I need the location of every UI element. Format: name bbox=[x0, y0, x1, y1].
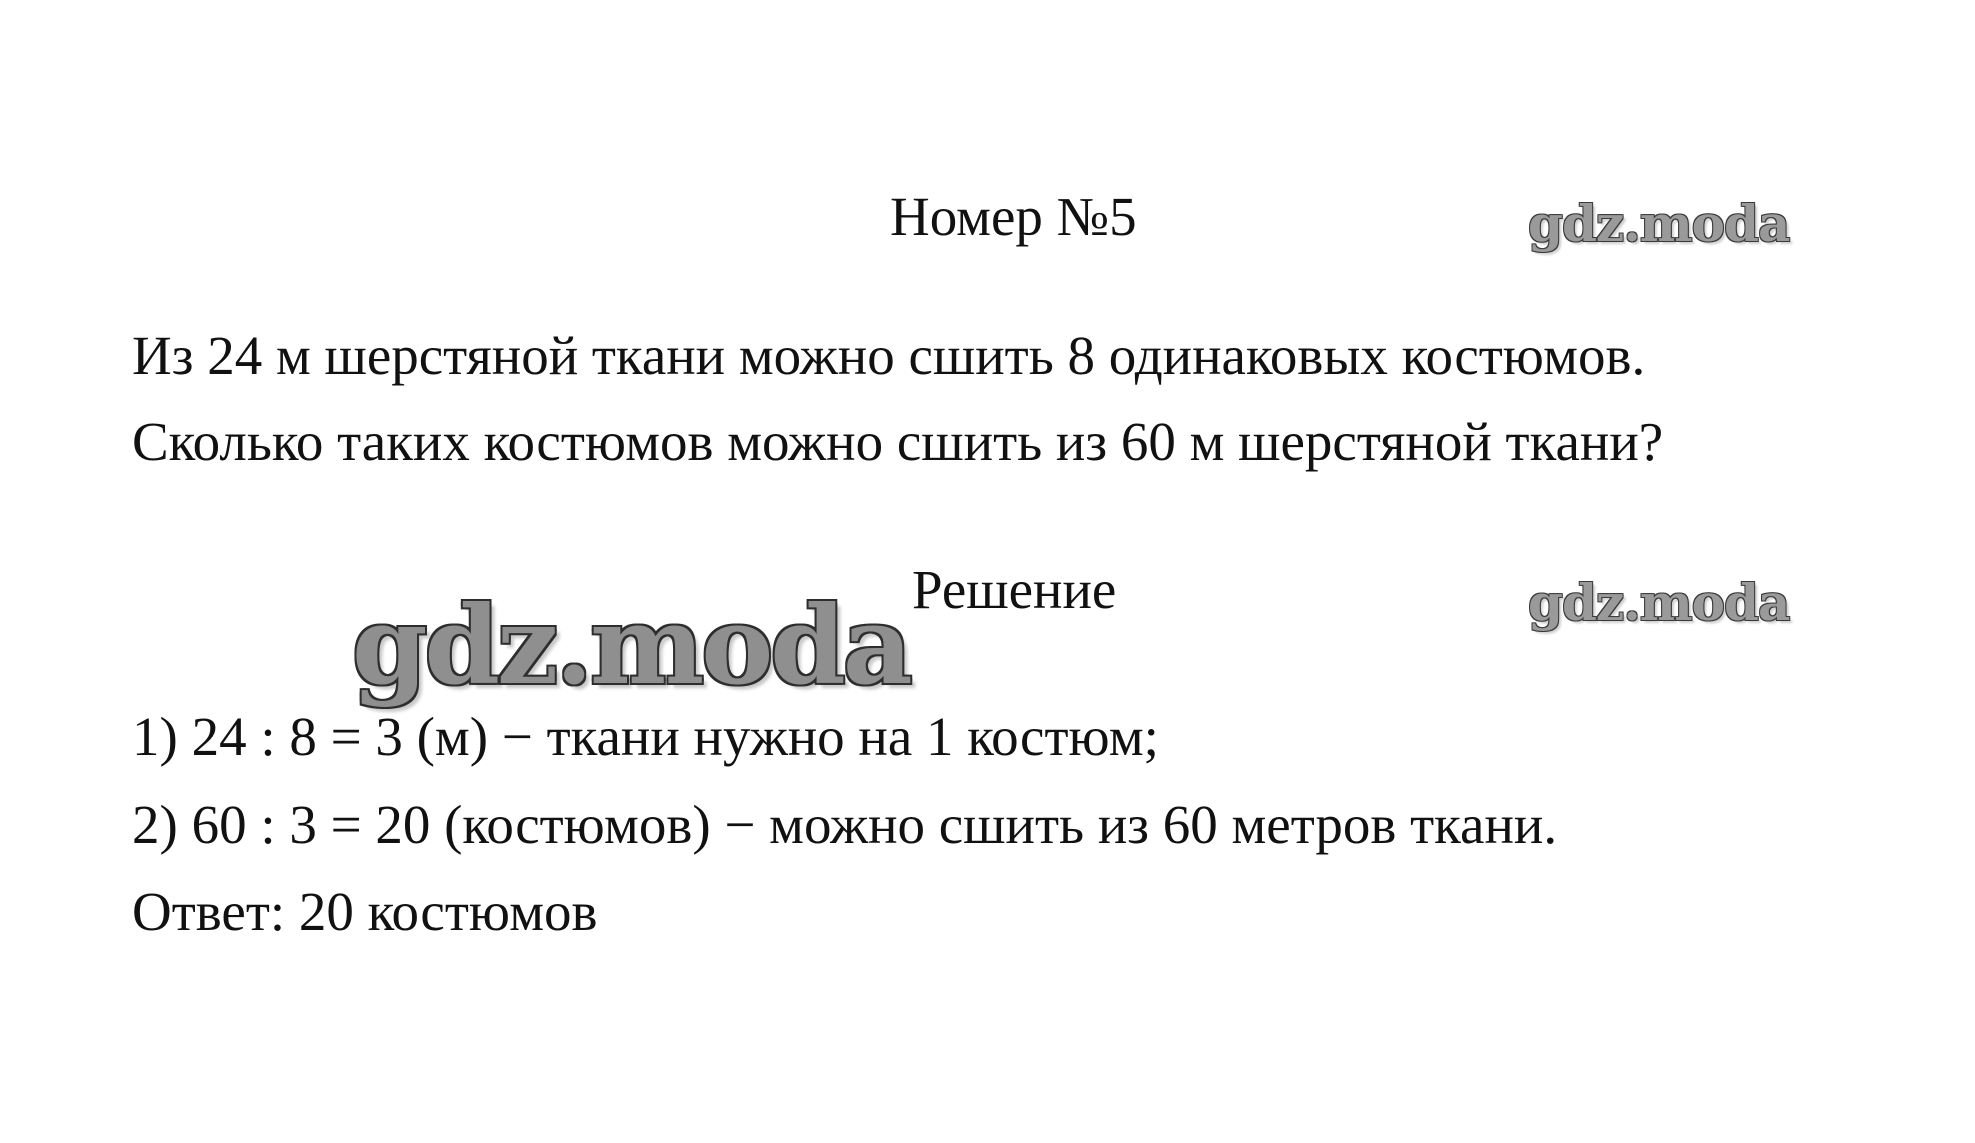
watermark-top-right: gdz.moda bbox=[1528, 194, 1790, 253]
answer-line: Ответ: 20 костюмов bbox=[132, 881, 598, 942]
problem-line-2: Сколько таких костюмов можно сшить из 60 м шерстяной ткани? bbox=[132, 411, 1664, 472]
solution-heading: Решение bbox=[912, 559, 1117, 620]
page-title: Номер №5 bbox=[890, 186, 1137, 247]
solution-step-2: 2) 60 : 3 = 20 (костюмов) − можно сшить из 60 метров ткани. bbox=[132, 794, 1558, 855]
watermark-middle-right: gdz.moda bbox=[1528, 573, 1790, 632]
watermark-middle-left: gdz.moda bbox=[352, 583, 910, 709]
solution-step-1: 1) 24 : 8 = 3 (м) − ткани нужно на 1 костюм; bbox=[132, 706, 1159, 767]
problem-line-1: Из 24 м шерстяной ткани можно сшить 8 одинаковых костюмов. bbox=[132, 325, 1646, 386]
